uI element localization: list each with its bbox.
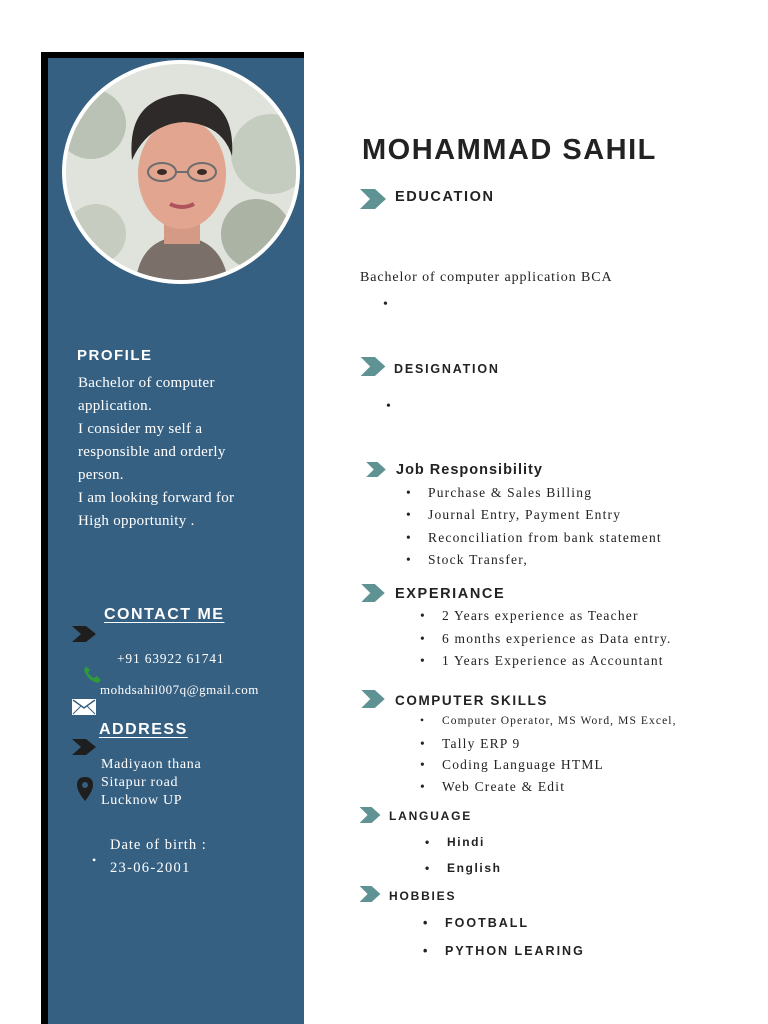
skills-heading: COMPUTER SKILLS [395, 693, 549, 708]
list-item: • Reconciliation from bank statement [428, 527, 662, 549]
education-heading: EDUCATION [395, 189, 495, 205]
experience-list [442, 605, 672, 673]
job-heading: Job Responsibility [396, 462, 543, 478]
list-item: • Web Create & Edit [442, 776, 677, 798]
list-item: • 1 Years Experience as Accountant [442, 650, 672, 673]
list-item: • 6 months experience as Data entry. [442, 628, 672, 651]
chevron-icon [359, 886, 381, 902]
empty-bullet: • [386, 399, 391, 414]
chevron-icon [360, 584, 386, 602]
envelope-icon [72, 699, 96, 715]
list-item: • Hindi [447, 829, 502, 855]
experience-heading: EXPERIANCE [395, 586, 506, 602]
address-text [101, 756, 201, 810]
hobbies-list [445, 909, 585, 965]
list-item: • PYTHON LEARING [445, 937, 585, 965]
profile-line: I am looking forward for [78, 490, 235, 506]
profile-line: High opportunity . [78, 513, 195, 529]
empty-bullet: • [383, 297, 388, 312]
dob-bullet: • [92, 853, 97, 867]
address-heading: ADDRESS [99, 721, 188, 738]
contact-phone: +91 63922 61741 [117, 651, 225, 666]
address-line: Sitapur road [101, 775, 179, 790]
list-item: • Coding Language HTML [442, 754, 677, 776]
hobbies-heading: HOBBIES [389, 889, 457, 903]
education-degree: Bachelor of computer application BCA [360, 270, 613, 285]
profile-line: responsible and orderly [78, 444, 226, 460]
profile-line: I consider my self a [78, 421, 203, 437]
contact-email: mohdsahil007q@gmail.com [100, 682, 259, 697]
phone-icon [82, 664, 102, 684]
candidate-name: MOHAMMAD SAHIL [362, 134, 657, 166]
dob-label: Date of birth : [110, 837, 207, 853]
designation-heading: DESIGNATION [394, 362, 500, 376]
job-list [428, 482, 662, 571]
address-line: Madiyaon thana [101, 757, 202, 772]
chevron-icon [360, 189, 386, 209]
profile-photo [62, 60, 300, 284]
dob-value: 23-06-2001 [110, 860, 191, 876]
location-pin-icon [77, 777, 93, 801]
list-item: • English [447, 855, 502, 881]
list-item: • FOOTBALL [445, 909, 585, 937]
contact-heading: CONTACT ME [104, 606, 225, 623]
profile-line: person. [78, 467, 124, 483]
profile-line: application. [78, 398, 152, 414]
list-item: • Journal Entry, Payment Entry [428, 504, 662, 526]
language-list [447, 829, 502, 881]
list-item: • Purchase & Sales Billing [428, 482, 662, 504]
list-item: • Computer Operator, MS Word, MS Excel, [442, 711, 677, 733]
dark-chevron-icon [72, 739, 96, 755]
address-line: Lucknow UP [101, 793, 183, 808]
profile-heading: PROFILE [77, 347, 153, 364]
list-item: • Tally ERP 9 [442, 733, 677, 755]
chevron-icon [360, 690, 386, 708]
profile-line: Bachelor of computer [78, 375, 215, 391]
skills-list [442, 711, 677, 798]
chevron-icon [366, 462, 386, 477]
chevron-icon [359, 807, 381, 823]
language-heading: LANGUAGE [389, 809, 473, 823]
list-item: • 2 Years experience as Teacher [442, 605, 672, 628]
list-item: • Stock Transfer, [428, 549, 662, 571]
chevron-icon [360, 357, 386, 376]
dark-chevron-icon [72, 626, 96, 642]
profile-text [78, 372, 234, 533]
